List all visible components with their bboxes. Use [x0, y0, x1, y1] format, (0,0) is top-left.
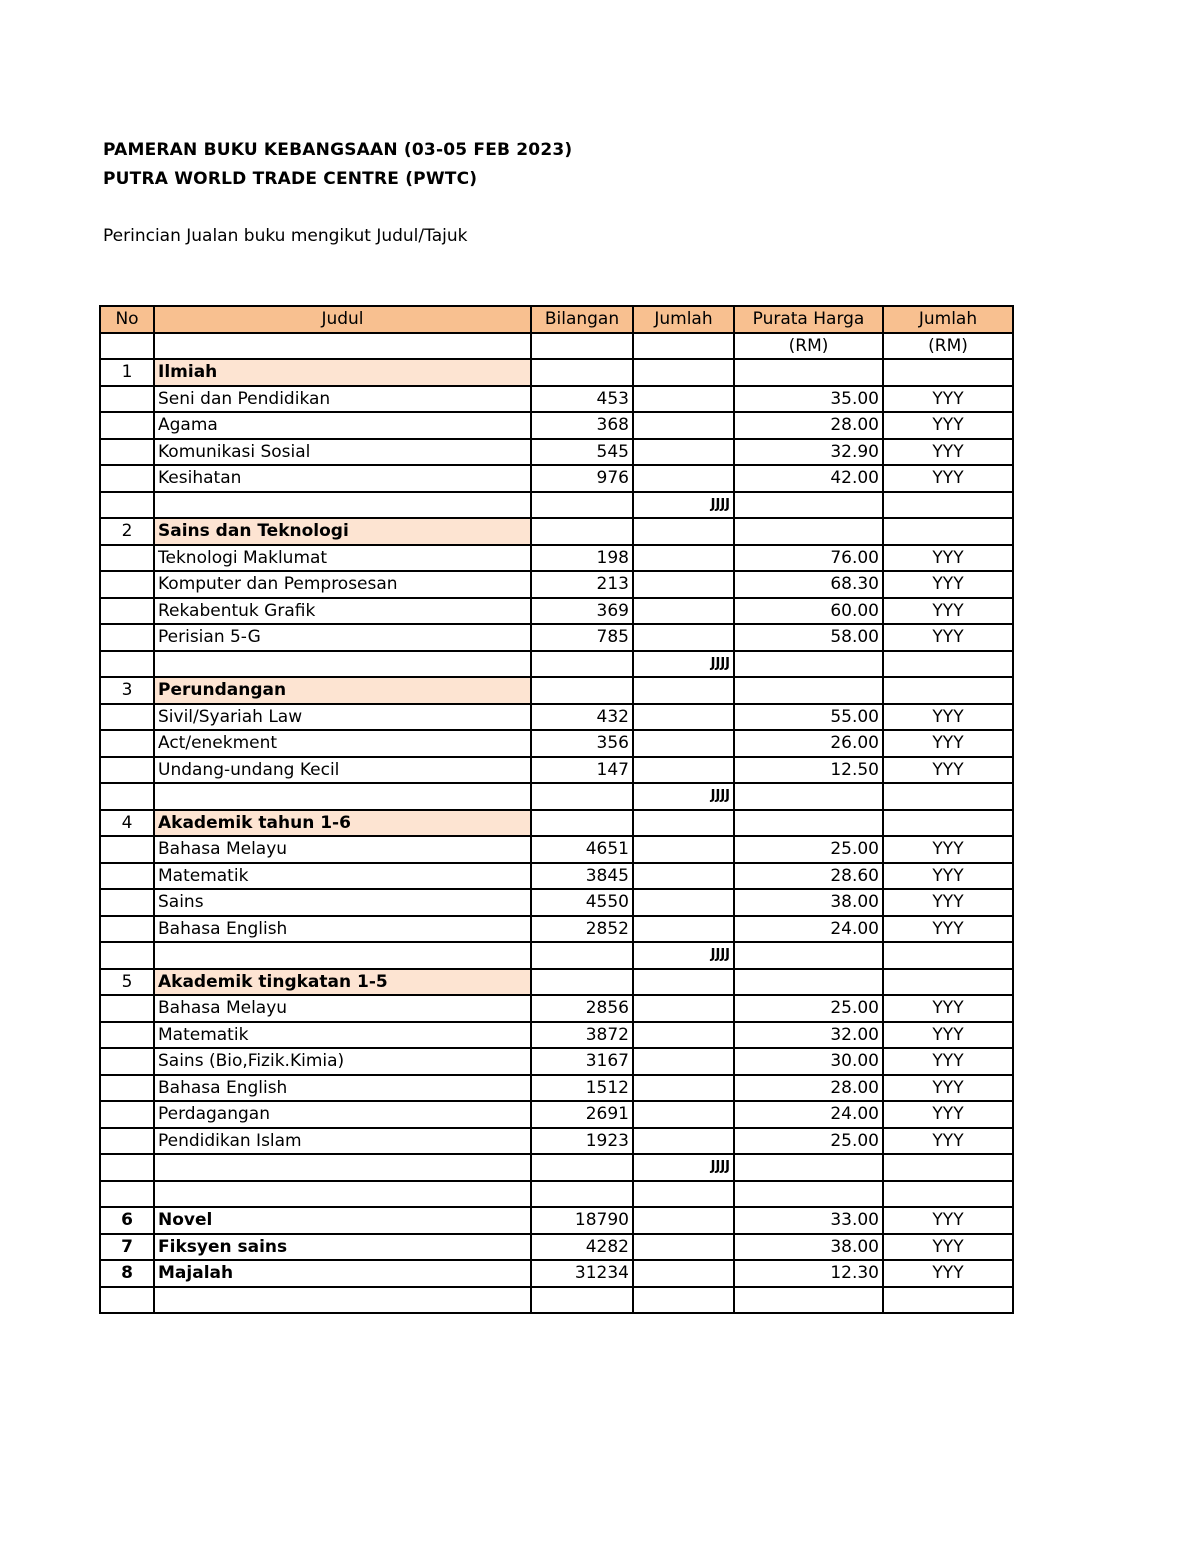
- empty-cell: [633, 704, 734, 731]
- item-quantity: 4282: [531, 1234, 633, 1261]
- item-title: Bahasa Melayu: [154, 995, 531, 1022]
- item-total-rm: YYY: [883, 1048, 1013, 1075]
- item-average-price: 38.00: [734, 1234, 883, 1261]
- row-number: 4: [100, 810, 154, 837]
- empty-cell: [100, 889, 154, 916]
- item-average-price: 12.30: [734, 1260, 883, 1287]
- subtotal-value: JJJJ: [633, 492, 734, 519]
- item-total-rm: YYY: [883, 995, 1013, 1022]
- item-title: Matematik: [154, 1022, 531, 1049]
- column-header: Jumlah: [633, 306, 734, 333]
- empty-cell: [100, 465, 154, 492]
- item-average-price: 25.00: [734, 836, 883, 863]
- units-row: [100, 333, 1013, 360]
- item-total-rm: YYY: [883, 1207, 1013, 1234]
- table-row: [100, 624, 1013, 651]
- table-row: [100, 545, 1013, 572]
- item-total-rm: YYY: [883, 757, 1013, 784]
- empty-cell: [734, 969, 883, 996]
- table-row: [100, 1128, 1013, 1155]
- empty-cell: [883, 942, 1013, 969]
- empty-cell: [100, 1022, 154, 1049]
- item-average-price: 33.00: [734, 1207, 883, 1234]
- empty-cell: [100, 783, 154, 810]
- item-title: Majalah: [154, 1260, 531, 1287]
- empty-cell: [734, 651, 883, 678]
- empty-cell: [100, 757, 154, 784]
- item-title: Pendidikan Islam: [154, 1128, 531, 1155]
- item-total-rm: YYY: [883, 916, 1013, 943]
- category-row: [100, 359, 1013, 386]
- item-title: Sains: [154, 889, 531, 916]
- item-title: Perdagangan: [154, 1101, 531, 1128]
- item-average-price: 55.00: [734, 704, 883, 731]
- item-average-price: 25.00: [734, 995, 883, 1022]
- empty-cell: [100, 571, 154, 598]
- subtotal-value: JJJJ: [633, 942, 734, 969]
- empty-cell: [100, 598, 154, 625]
- item-title: Teknologi Maklumat: [154, 545, 531, 572]
- column-header: Purata Harga: [734, 306, 883, 333]
- empty-cell: [100, 916, 154, 943]
- item-average-price: 32.90: [734, 439, 883, 466]
- empty-cell: [531, 677, 633, 704]
- item-quantity: 432: [531, 704, 633, 731]
- category-title: Akademik tingkatan 1-5: [154, 969, 531, 996]
- standalone-row: [100, 1260, 1013, 1287]
- table-row: [100, 916, 1013, 943]
- empty-cell: [100, 439, 154, 466]
- item-title: Agama: [154, 412, 531, 439]
- empty-cell: [154, 492, 531, 519]
- empty-cell: [633, 1022, 734, 1049]
- item-total-rm: YYY: [883, 412, 1013, 439]
- empty-cell: [734, 359, 883, 386]
- empty-cell: [100, 386, 154, 413]
- item-quantity: 31234: [531, 1260, 633, 1287]
- row-number: 8: [100, 1260, 154, 1287]
- category-title: Sains dan Teknologi: [154, 518, 531, 545]
- item-average-price: 68.30: [734, 571, 883, 598]
- table-row: [100, 730, 1013, 757]
- empty-cell: [531, 783, 633, 810]
- item-total-rm: YYY: [883, 545, 1013, 572]
- empty-cell: [531, 810, 633, 837]
- item-quantity: 4651: [531, 836, 633, 863]
- empty-cell: [734, 677, 883, 704]
- item-title: Sivil/Syariah Law: [154, 704, 531, 731]
- empty-cell: [100, 1181, 154, 1208]
- empty-cell: [734, 1154, 883, 1181]
- empty-cell: [633, 916, 734, 943]
- empty-cell: [633, 1260, 734, 1287]
- empty-cell: [883, 969, 1013, 996]
- empty-cell: [531, 359, 633, 386]
- blank-row: [100, 1181, 1013, 1208]
- table-row: [100, 995, 1013, 1022]
- document-subtitle: Perincian Jualan buku mengikut Judul/Tajuk: [103, 226, 468, 246]
- blank-row: [100, 1287, 1013, 1314]
- unit-cell: [154, 333, 531, 360]
- empty-cell: [734, 1181, 883, 1208]
- category-row: [100, 969, 1013, 996]
- empty-cell: [883, 651, 1013, 678]
- header-row: [100, 306, 1013, 333]
- row-number: 3: [100, 677, 154, 704]
- empty-cell: [633, 359, 734, 386]
- item-quantity: 4550: [531, 889, 633, 916]
- empty-cell: [100, 942, 154, 969]
- column-header: Jumlah: [883, 306, 1013, 333]
- empty-cell: [100, 624, 154, 651]
- item-title: Sains (Bio,Fizik.Kimia): [154, 1048, 531, 1075]
- empty-cell: [633, 995, 734, 1022]
- item-average-price: 12.50: [734, 757, 883, 784]
- item-average-price: 25.00: [734, 1128, 883, 1155]
- item-title: Perisian 5-G: [154, 624, 531, 651]
- empty-cell: [100, 412, 154, 439]
- empty-cell: [633, 677, 734, 704]
- empty-cell: [633, 1101, 734, 1128]
- item-title: Fiksyen sains: [154, 1234, 531, 1261]
- item-quantity: 453: [531, 386, 633, 413]
- table-row: [100, 412, 1013, 439]
- item-total-rm: YYY: [883, 863, 1013, 890]
- item-total-rm: YYY: [883, 1128, 1013, 1155]
- row-number: 5: [100, 969, 154, 996]
- empty-cell: [154, 942, 531, 969]
- item-title: Seni dan Pendidikan: [154, 386, 531, 413]
- item-title: Undang-undang Kecil: [154, 757, 531, 784]
- item-average-price: 28.00: [734, 1075, 883, 1102]
- item-quantity: 213: [531, 571, 633, 598]
- category-title: Akademik tahun 1-6: [154, 810, 531, 837]
- row-number: 7: [100, 1234, 154, 1261]
- column-header: Judul: [154, 306, 531, 333]
- empty-cell: [100, 492, 154, 519]
- item-quantity: 368: [531, 412, 633, 439]
- empty-cell: [883, 1181, 1013, 1208]
- empty-cell: [154, 1287, 531, 1314]
- empty-cell: [154, 651, 531, 678]
- standalone-row: [100, 1207, 1013, 1234]
- empty-cell: [531, 942, 633, 969]
- empty-cell: [633, 1207, 734, 1234]
- empty-cell: [883, 810, 1013, 837]
- column-header: Bilangan: [531, 306, 633, 333]
- item-average-price: 35.00: [734, 386, 883, 413]
- item-quantity: 147: [531, 757, 633, 784]
- item-title: Bahasa English: [154, 1075, 531, 1102]
- item-quantity: 2691: [531, 1101, 633, 1128]
- unit-cell: (RM): [734, 333, 883, 360]
- table-row: [100, 598, 1013, 625]
- empty-cell: [100, 730, 154, 757]
- empty-cell: [100, 995, 154, 1022]
- item-average-price: 24.00: [734, 916, 883, 943]
- item-total-rm: YYY: [883, 571, 1013, 598]
- item-quantity: 1923: [531, 1128, 633, 1155]
- subtotal-row: [100, 651, 1013, 678]
- item-average-price: 58.00: [734, 624, 883, 651]
- sales-table: [99, 305, 1014, 1314]
- empty-cell: [154, 1154, 531, 1181]
- empty-cell: [154, 783, 531, 810]
- category-row: [100, 810, 1013, 837]
- item-quantity: 3845: [531, 863, 633, 890]
- table-row: [100, 1048, 1013, 1075]
- empty-cell: [633, 836, 734, 863]
- empty-cell: [100, 1154, 154, 1181]
- table-row: [100, 439, 1013, 466]
- item-average-price: 38.00: [734, 889, 883, 916]
- item-total-rm: YYY: [883, 1075, 1013, 1102]
- empty-cell: [531, 492, 633, 519]
- item-title: Komputer dan Pemprosesan: [154, 571, 531, 598]
- item-average-price: 30.00: [734, 1048, 883, 1075]
- empty-cell: [531, 969, 633, 996]
- column-header: No: [100, 306, 154, 333]
- subtotal-row: [100, 942, 1013, 969]
- item-total-rm: YYY: [883, 1022, 1013, 1049]
- empty-cell: [633, 730, 734, 757]
- empty-cell: [633, 386, 734, 413]
- empty-cell: [633, 1234, 734, 1261]
- empty-cell: [531, 1154, 633, 1181]
- empty-cell: [633, 1128, 734, 1155]
- empty-cell: [100, 1128, 154, 1155]
- unit-cell: [633, 333, 734, 360]
- empty-cell: [531, 1287, 633, 1314]
- unit-cell: [100, 333, 154, 360]
- item-title: Bahasa English: [154, 916, 531, 943]
- item-total-rm: YYY: [883, 386, 1013, 413]
- item-title: Novel: [154, 1207, 531, 1234]
- venue-title: PUTRA WORLD TRADE CENTRE (PWTC): [103, 169, 478, 189]
- item-title: Act/enekment: [154, 730, 531, 757]
- item-quantity: 976: [531, 465, 633, 492]
- empty-cell: [531, 651, 633, 678]
- row-number: 1: [100, 359, 154, 386]
- item-quantity: 198: [531, 545, 633, 572]
- item-average-price: 60.00: [734, 598, 883, 625]
- item-total-rm: YYY: [883, 465, 1013, 492]
- empty-cell: [633, 439, 734, 466]
- empty-cell: [100, 1101, 154, 1128]
- item-quantity: 3872: [531, 1022, 633, 1049]
- subtotal-value: JJJJ: [633, 651, 734, 678]
- item-quantity: 785: [531, 624, 633, 651]
- item-quantity: 369: [531, 598, 633, 625]
- empty-cell: [883, 1154, 1013, 1181]
- item-quantity: 3167: [531, 1048, 633, 1075]
- empty-cell: [633, 1048, 734, 1075]
- empty-cell: [633, 863, 734, 890]
- table-row: [100, 386, 1013, 413]
- table-row: [100, 1101, 1013, 1128]
- subtotal-row: [100, 1154, 1013, 1181]
- subtotal-row: [100, 492, 1013, 519]
- item-quantity: 2852: [531, 916, 633, 943]
- table-row: [100, 704, 1013, 731]
- table-row: [100, 863, 1013, 890]
- empty-cell: [633, 545, 734, 572]
- table-row: [100, 889, 1013, 916]
- item-total-rm: YYY: [883, 704, 1013, 731]
- empty-cell: [633, 598, 734, 625]
- category-row: [100, 677, 1013, 704]
- item-quantity: 545: [531, 439, 633, 466]
- empty-cell: [734, 783, 883, 810]
- subtotal-value: JJJJ: [633, 1154, 734, 1181]
- empty-cell: [734, 810, 883, 837]
- item-average-price: 32.00: [734, 1022, 883, 1049]
- item-average-price: 28.60: [734, 863, 883, 890]
- empty-cell: [100, 651, 154, 678]
- category-row: [100, 518, 1013, 545]
- item-quantity: 1512: [531, 1075, 633, 1102]
- empty-cell: [633, 518, 734, 545]
- table-row: [100, 1022, 1013, 1049]
- row-number: 2: [100, 518, 154, 545]
- item-average-price: 26.00: [734, 730, 883, 757]
- empty-cell: [633, 1075, 734, 1102]
- empty-cell: [883, 518, 1013, 545]
- item-average-price: 76.00: [734, 545, 883, 572]
- empty-cell: [633, 571, 734, 598]
- empty-cell: [633, 412, 734, 439]
- empty-cell: [633, 969, 734, 996]
- empty-cell: [734, 1287, 883, 1314]
- empty-cell: [633, 465, 734, 492]
- empty-cell: [154, 1181, 531, 1208]
- empty-cell: [633, 757, 734, 784]
- item-total-rm: YYY: [883, 624, 1013, 651]
- empty-cell: [883, 492, 1013, 519]
- item-title: Rekabentuk Grafik: [154, 598, 531, 625]
- empty-cell: [531, 518, 633, 545]
- item-total-rm: YYY: [883, 836, 1013, 863]
- item-title: Matematik: [154, 863, 531, 890]
- empty-cell: [734, 942, 883, 969]
- item-average-price: 24.00: [734, 1101, 883, 1128]
- empty-cell: [883, 359, 1013, 386]
- item-quantity: 356: [531, 730, 633, 757]
- item-total-rm: YYY: [883, 1234, 1013, 1261]
- item-title: Bahasa Melayu: [154, 836, 531, 863]
- empty-cell: [633, 1287, 734, 1314]
- item-average-price: 28.00: [734, 412, 883, 439]
- document-title: PAMERAN BUKU KEBANGSAAN (03-05 FEB 2023): [103, 140, 573, 160]
- empty-cell: [883, 783, 1013, 810]
- item-total-rm: YYY: [883, 1101, 1013, 1128]
- empty-cell: [734, 518, 883, 545]
- subtotal-row: [100, 783, 1013, 810]
- item-quantity: 2856: [531, 995, 633, 1022]
- row-number: 6: [100, 1207, 154, 1234]
- subtotal-value: JJJJ: [633, 783, 734, 810]
- empty-cell: [100, 545, 154, 572]
- item-average-price: 42.00: [734, 465, 883, 492]
- empty-cell: [734, 492, 883, 519]
- empty-cell: [100, 863, 154, 890]
- item-total-rm: YYY: [883, 1260, 1013, 1287]
- empty-cell: [883, 1287, 1013, 1314]
- empty-cell: [100, 1048, 154, 1075]
- unit-cell: [531, 333, 633, 360]
- table-row: [100, 1075, 1013, 1102]
- empty-cell: [100, 1287, 154, 1314]
- standalone-row: [100, 1234, 1013, 1261]
- item-quantity: 18790: [531, 1207, 633, 1234]
- empty-cell: [100, 836, 154, 863]
- empty-cell: [633, 624, 734, 651]
- category-title: Ilmiah: [154, 359, 531, 386]
- empty-cell: [883, 677, 1013, 704]
- item-title: Kesihatan: [154, 465, 531, 492]
- table-row: [100, 465, 1013, 492]
- item-total-rm: YYY: [883, 889, 1013, 916]
- table-row: [100, 571, 1013, 598]
- empty-cell: [633, 1181, 734, 1208]
- item-total-rm: YYY: [883, 730, 1013, 757]
- empty-cell: [633, 889, 734, 916]
- unit-cell: (RM): [883, 333, 1013, 360]
- item-total-rm: YYY: [883, 598, 1013, 625]
- empty-cell: [633, 810, 734, 837]
- empty-cell: [100, 1075, 154, 1102]
- empty-cell: [100, 704, 154, 731]
- empty-cell: [531, 1181, 633, 1208]
- category-title: Perundangan: [154, 677, 531, 704]
- item-title: Komunikasi Sosial: [154, 439, 531, 466]
- table-row: [100, 836, 1013, 863]
- table-row: [100, 757, 1013, 784]
- item-total-rm: YYY: [883, 439, 1013, 466]
